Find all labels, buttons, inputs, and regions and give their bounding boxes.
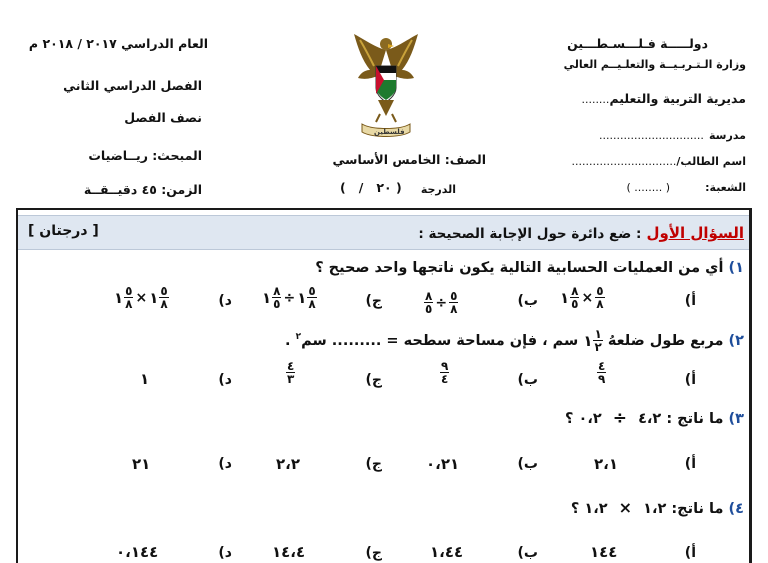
directorate-dots: ........ — [581, 93, 610, 106]
q1-option-c[interactable]: ١ $\frac{٨}{٥}$ ÷ ١ $\frac{٥}{٨}$ — [262, 284, 316, 311]
student-dots[interactable]: .............................. — [571, 155, 677, 168]
directorate-row — [581, 88, 746, 107]
question-marks: [ درجتان ] — [28, 223, 99, 239]
q1-option-b-letter[interactable]: ب) — [517, 293, 538, 309]
q4-option-b[interactable]: ١،٤٤ — [430, 543, 464, 561]
q4-option-a-letter[interactable]: أ) — [684, 545, 696, 561]
q3-option-c-letter[interactable]: ج) — [365, 456, 382, 472]
q3-option-d-letter[interactable]: د) — [218, 456, 232, 472]
q4-option-b-letter[interactable]: ب) — [517, 545, 538, 561]
q3-option-b-letter[interactable]: ب) — [517, 456, 538, 472]
grade: الصف: الخامس الأساسي — [332, 152, 486, 167]
question-4 — [571, 498, 744, 517]
palestine-emblem — [352, 30, 420, 140]
section-row — [626, 176, 746, 195]
q3-option-c[interactable]: ٢،٢ — [276, 455, 301, 473]
question-2-number: ٢) — [728, 332, 744, 349]
q3-option-a[interactable]: ٢،١ — [594, 455, 619, 473]
ministry-name: وزارة الـتـربـيــة والتعلـيــم العالي — [563, 58, 746, 71]
question-3-text-b: ٠،٢ ؟ — [565, 411, 602, 427]
q4-option-d[interactable]: ٠،١٤٤ — [116, 543, 159, 561]
school-row — [599, 124, 746, 143]
question-instruction: : ضع دائرة حول الإجابة الصحيحة : — [418, 226, 642, 242]
school-year: العام الدراسي ٢٠١٧ / ٢٠١٨ م — [28, 36, 208, 51]
q3-option-a-letter[interactable]: أ) — [684, 456, 696, 472]
student-row — [572, 150, 747, 169]
school-label: مدرسة — [709, 129, 746, 142]
question-title-row — [418, 223, 744, 242]
q2-option-c[interactable]: $\frac{٤}{٣}$ — [287, 359, 295, 386]
question-2-text-after: سم ، فإن مساحة سطحه = ......... سم$^٢$ . — [285, 332, 579, 349]
question-4-text-a: ما ناتج: ١،٢ — [643, 501, 724, 517]
frame-left-border — [16, 208, 18, 563]
q4-option-c-letter[interactable]: ج) — [365, 545, 382, 561]
semester: الفصل الدراسي الثاني — [63, 78, 202, 93]
question-3-text-a: ما ناتج : ٤،٢ — [638, 411, 724, 427]
q4-option-d-letter[interactable]: د) — [218, 545, 232, 561]
q4-option-c[interactable]: ١٤،٤ — [272, 543, 306, 561]
frame-right-border — [749, 208, 752, 563]
exam-type: نصف الفصل — [124, 110, 202, 125]
q2-option-a[interactable]: $\frac{٤}{٩}$ — [598, 359, 606, 386]
question-3-number: ٣) — [728, 411, 744, 427]
exam-time: الزمن: ٤٥ دقيــقــة — [83, 182, 202, 197]
q3-option-b[interactable]: ٠،٢١ — [426, 455, 460, 473]
school-dots[interactable]: .............................. — [599, 129, 704, 142]
section-label: الشعبة: — [705, 181, 746, 194]
score-value: ( / ٢٠ ) — [340, 180, 402, 195]
state-name: دولـــــة فـلـــسـطـــين — [567, 36, 708, 51]
question-1-number: ١) — [728, 260, 744, 276]
q2-option-b-letter[interactable]: ب) — [517, 372, 538, 388]
eagle-emblem-icon — [352, 30, 420, 140]
question-2 — [285, 328, 744, 353]
q4-option-a[interactable]: ١٤٤ — [590, 543, 618, 561]
question-2-side-length: ١ $\frac{١}{٢}$ — [583, 327, 602, 354]
q1-option-d-letter[interactable]: د) — [218, 293, 232, 309]
subject: المبحث: ريــاضيات — [88, 148, 202, 163]
q1-option-a-letter[interactable]: أ) — [684, 293, 696, 309]
q1-option-b[interactable]: $\frac{٨}{٥}$ ÷ $\frac{٥}{٨}$ — [425, 289, 458, 316]
student-label: اسم الطالب/ — [676, 155, 746, 168]
question-2-text-before: مربع طول ضلعهُ — [607, 332, 724, 349]
q1-option-a[interactable]: ١ $\frac{٨}{٥}$ × $\frac{٥}{٨}$ — [560, 284, 604, 311]
q3-option-d[interactable]: ٢١ — [132, 455, 151, 473]
question-1-text: أي من العمليات الحسابية التالية يكون ناتجها واحد صحيح ؟ — [315, 260, 724, 276]
question-4-operator: × — [618, 498, 633, 517]
q1-option-d[interactable]: ١ $\frac{٥}{٨}$ × ١ $\frac{٥}{٨}$ — [114, 284, 168, 311]
q2-option-b[interactable]: $\frac{٩}{٤}$ — [441, 359, 449, 386]
q2-option-d-letter[interactable]: د) — [218, 372, 232, 388]
frame-top-border — [16, 208, 752, 210]
question-3 — [565, 408, 744, 428]
question-4-text-b: ١،٢ ؟ — [570, 501, 608, 517]
q2-option-c-letter[interactable]: ج) — [365, 372, 382, 388]
question-3-operator: ÷ — [612, 408, 627, 428]
question-1 — [315, 260, 744, 276]
q1-option-c-letter[interactable]: ج) — [365, 293, 382, 309]
q2-option-d[interactable]: ١ — [140, 370, 150, 388]
emblem-banner-text: فلسطين — [374, 128, 405, 136]
section-value[interactable]: ( ........ ) — [626, 181, 671, 194]
q2-option-a-letter[interactable]: أ) — [684, 372, 696, 388]
question-4-number: ٤) — [728, 501, 744, 517]
score-label: الدرجة — [420, 183, 456, 196]
directorate-name: مديرية التربية والتعليم — [609, 91, 746, 106]
question-title: السؤال الأول — [646, 224, 744, 242]
